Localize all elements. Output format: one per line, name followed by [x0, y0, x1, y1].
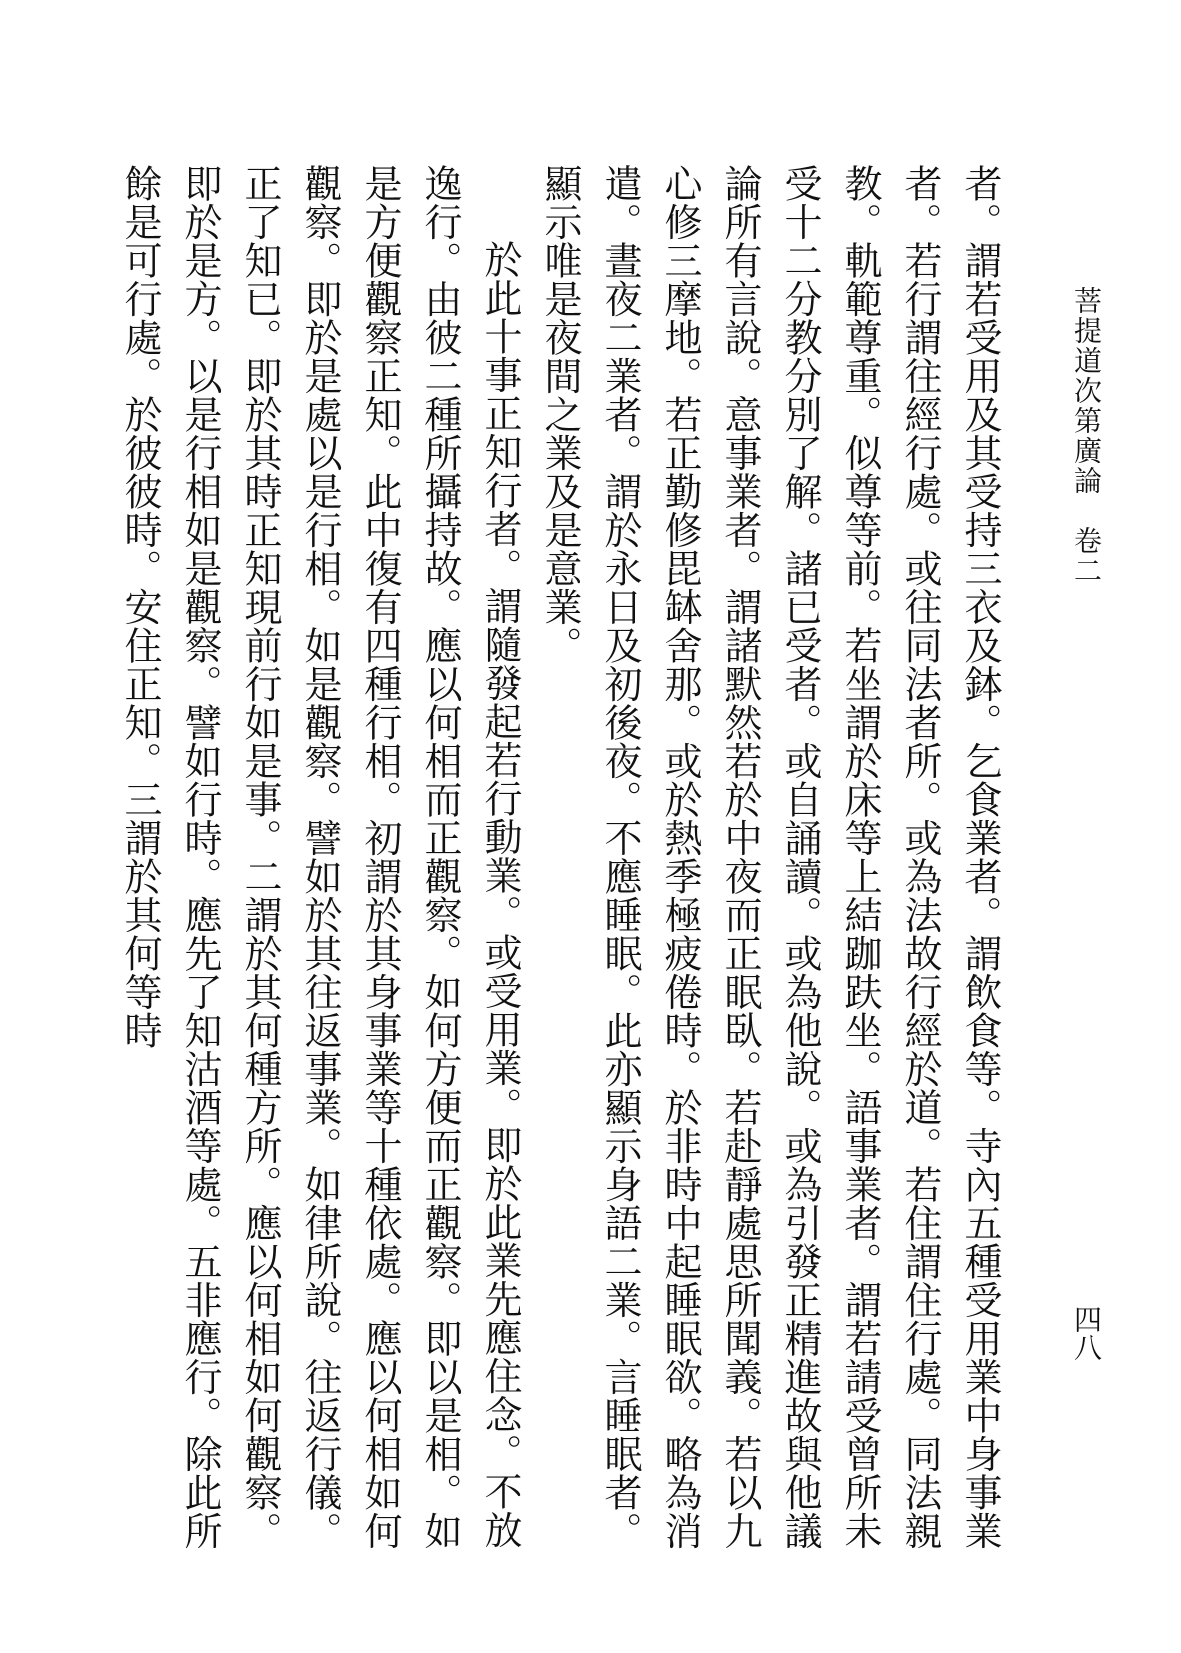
- page-body: [118, 164, 1010, 1554]
- page-number: 四八: [1070, 1305, 1103, 1361]
- running-header-title: 菩提道次第廣論 卷二: [1070, 286, 1103, 586]
- paragraph-2: 於此十事正知行者。謂隨發起若行動業。或受用業。即於此業先應住念。不放逸行。由彼二種所攝持故。應以何相而正觀察。如何方便而正觀察。即以是相。如是方便觀察正知。此中復有四種行相。初謂於其身事業等十種依處。應以何相如何觀察。即於是處以是行相。如是觀察。譬如於其往返事業。如律所說。往返行儀。正了知已。即於其時正知現前行如是事。二謂於其何種方所。應以何相如何觀察。即於是方。以是行相如是觀察。譬如行時。應先了知沽酒等處。五非應行。除此所餘是可行處。於彼彼時。安住正知。三謂於其何等時: [118, 164, 522, 1550]
- paragraph-1: 者。謂若受用及其受持三衣及鉢。乞食業者。謂飲食等。寺內五種受用業中身事業者。若行謂往經行處。或往同法者所。或為法故行經於道。若住謂住行處。同法親教。軌範尊重。似尊等前。若坐謂於床等上結跏趺坐。語事業者。謂若請受曾所未受十二分教分別了解。諸已受者。或自誦讀。或為他說。或為引發正精進故與他議論所有言說。意事業者。謂諸默然若於中夜而正眠臥。若赴靜處思所聞義。若以九心修三摩地。若正勤修毘缽舍那。或於熱季極疲倦時。於非時中起睡眠欲。略為消遣。晝夜二業者。謂於永日及初後夜。不應睡眠。此亦顯示身語二業。言睡眠者。顯示唯是夜間之業及是意業。: [538, 164, 1002, 1550]
